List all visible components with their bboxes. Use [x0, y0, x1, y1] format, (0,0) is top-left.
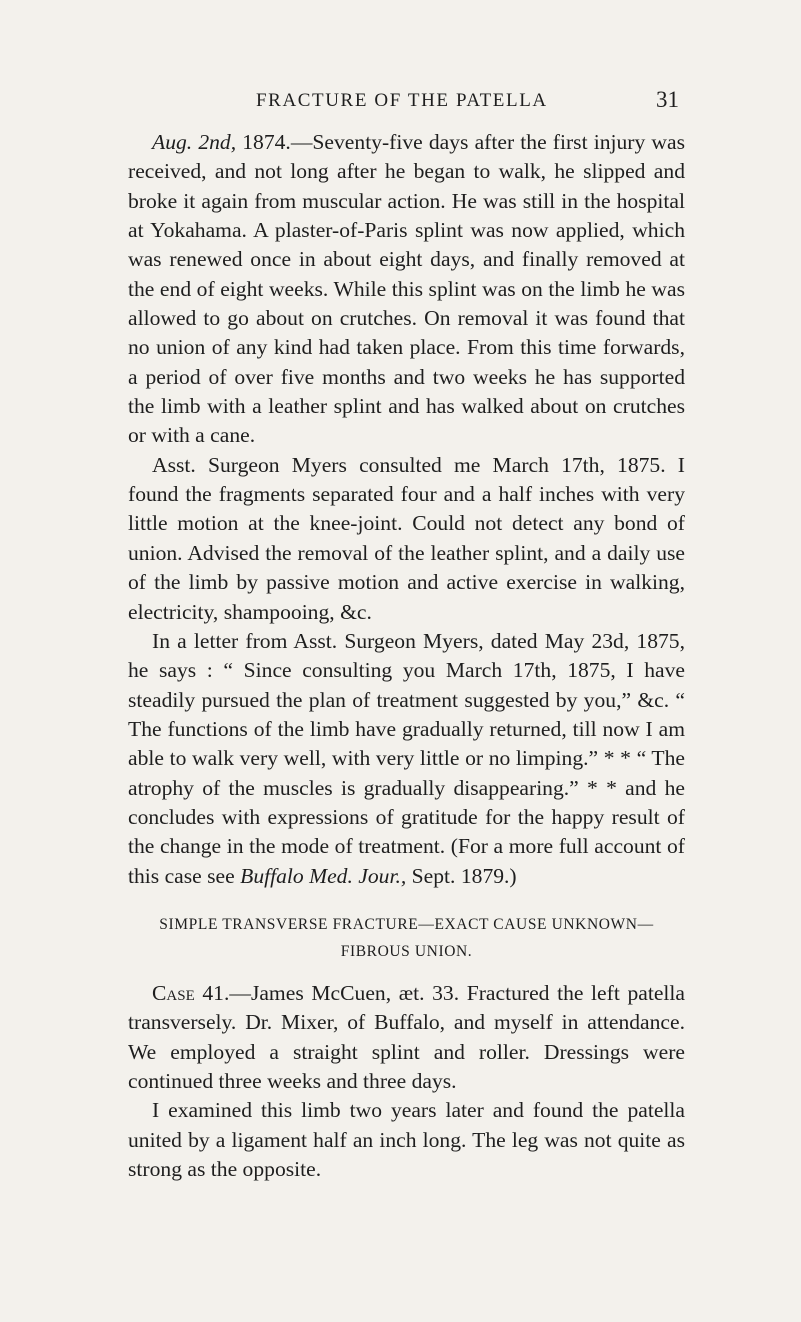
- section-heading: SIMPLE TRANSVERSE FRACTURE—EXACT CAUSE UNKNOWN—FIBROUS UNION.: [159, 915, 654, 960]
- paragraph-text: 1874.—Seventy-five days after the first injury was received, and not long after he began to walk, he slipped and broke it again from muscular action. He was still in the hospital at Yokahama. A plaster-of-Paris splint was now applied, which was renewed once in about eight days, and finally removed at the end of eight weeks. While this splint was on the limb he was allowed to go about on crutches. On removal it was found that no union of any kind had taken place. From this time forwards, a period of over five months and two weeks he has supported the limb with a leather splint and has walked about on crutches or with a cane.: [128, 130, 685, 448]
- body-text: [128, 128, 685, 1184]
- paragraph-text-tail: Sept. 1879.): [406, 863, 517, 888]
- paragraph-aug-2nd: [128, 128, 685, 451]
- paragraph-text: Asst. Surgeon Myers consulted me March 17th, 1875. I found the fragments separated four and a half inches with very little motion at the knee-joint. Could not detect any bond of union. Advised the removal of the leather splint, and a daily use of the limb by passive motion and active exercise in walking, electricity, shampooing, &c.: [128, 452, 685, 624]
- paragraph-follow-up: [128, 1096, 685, 1184]
- paragraph-case-41: [128, 979, 685, 1096]
- case-label: Case: [152, 980, 195, 1005]
- journal-citation: Buffalo Med. Jour.,: [240, 863, 407, 888]
- paragraph-letter: [128, 627, 685, 891]
- paragraph-text: In a letter from Asst. Surgeon Myers, dated May 23d, 1875, he says : “ Since consulting you March 17th, 1875, I have steadily pursued the plan of treatment suggested by you,” &c. “ The functions of the limb have gradually returned, till now I am able to walk very well, with very little or no limping.” * * “ The atrophy of the muscles is gradually disappearing.” * * and he concludes with expressions of gratitude for the happy result of the change in the mode of treatment. (For a more full account of this case see: [128, 628, 685, 888]
- paragraph-consultation: [128, 451, 685, 627]
- running-title: FRACTURE OF THE PATELLA: [256, 90, 548, 111]
- paragraph-text: 41.—James McCuen, æt. 33. Fractured the left patella transversely. Dr. Mixer, of Buffalo, and myself in attendance. We employed a straight splint and roller. Dressings were continued three weeks and three days.: [128, 980, 685, 1093]
- paragraph-text: I examined this limb two years later and found the patella united by a ligament half an inch long. The leg was not quite as strong as the opposite.: [128, 1098, 685, 1181]
- page-number: 31: [656, 87, 679, 112]
- date-lead: Aug. 2nd,: [152, 130, 237, 154]
- running-head: [0, 87, 801, 120]
